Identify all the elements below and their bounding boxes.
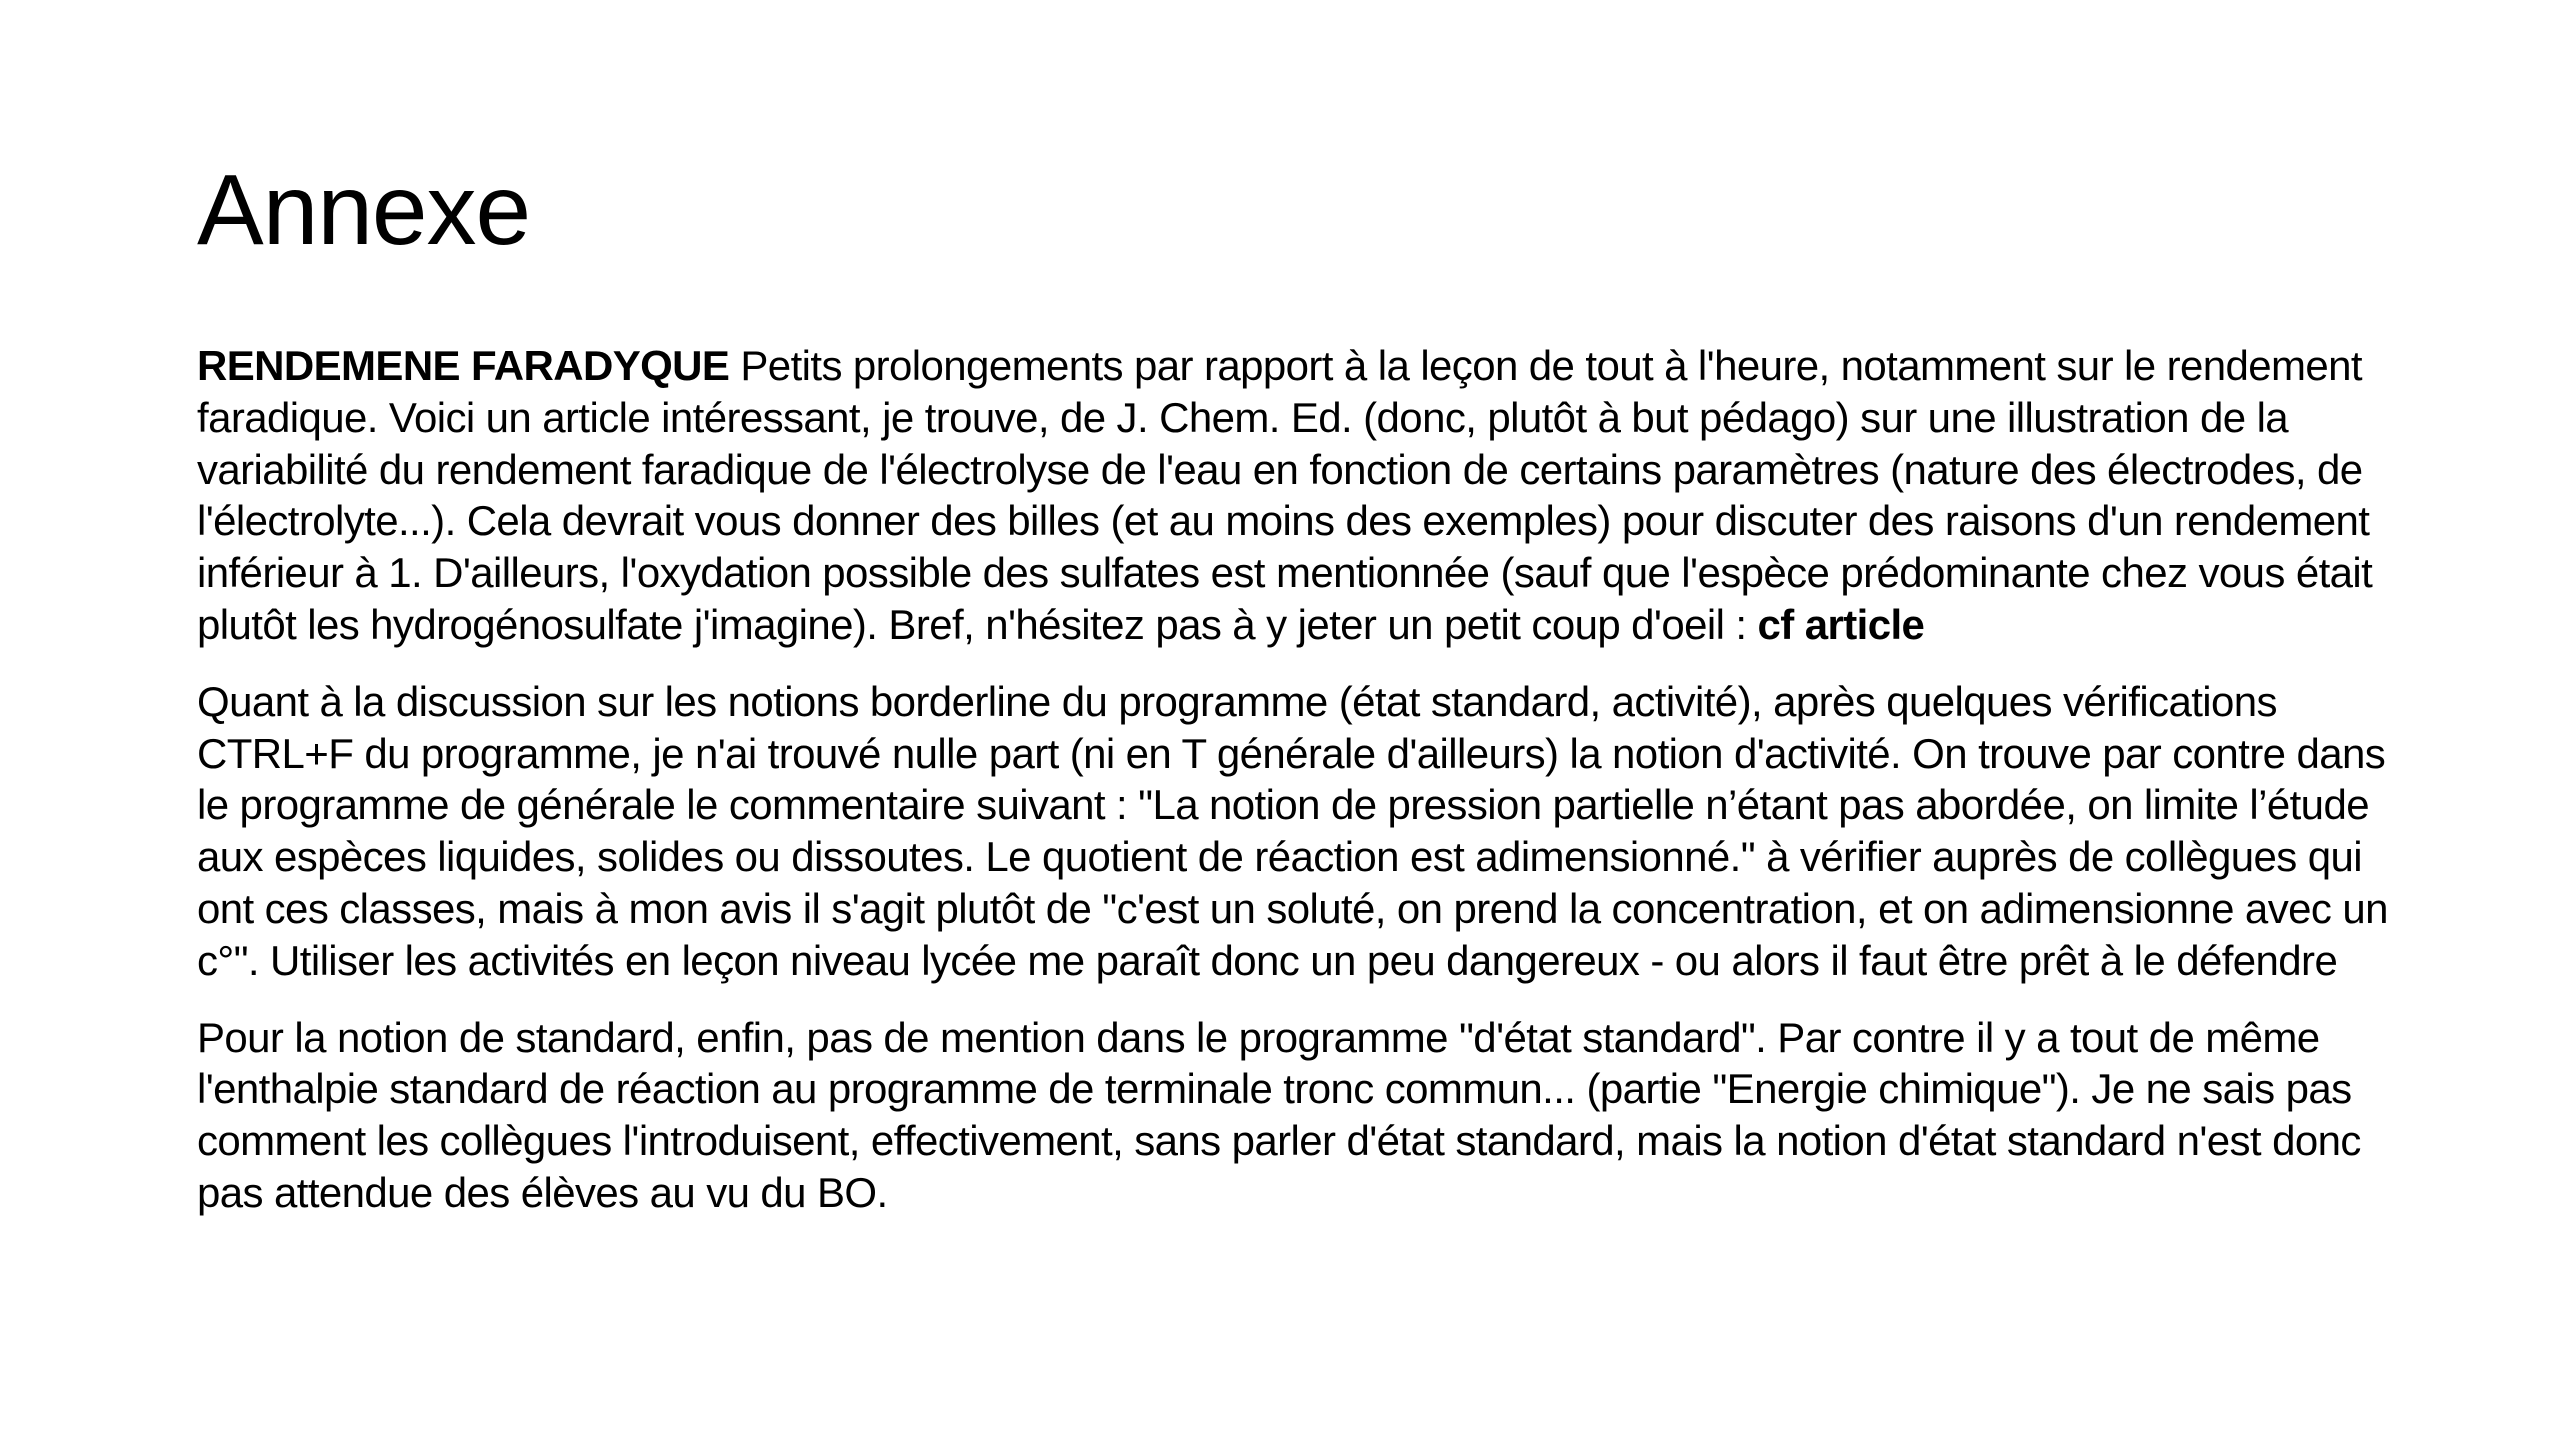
paragraph-standard-state: Pour la notion de standard, enfin, pas de mention dans le programme "d'état standard". Par contre il y a tout de même l'enthalpie standard de réaction au programme de terminale tronc commun... (partie "Energie chimique"). Je ne sais pas comment les collègues l'introduisent, effectivement, sans parler d'état standard, mais la notion d'état standard n'est donc pas attendue des élèves au vu du BO. (197, 1013, 2361, 1216)
slide-title: Annexe (197, 154, 531, 266)
paragraph-faradic-yield (197, 340, 2407, 651)
article-link[interactable]: cf article (1757, 600, 1925, 648)
paragraph-text: Petits prolongements par rapport à la leçon de tout à l'heure, notamment sur le rendement faradique. Voici un article intéressant, je trouve, de J. Chem. Ed. (donc, plutôt à but pédago) sur une illustration de la variabilité du rendement faradique de l'électrolyse de l'eau en fonction de certains paramètres (nature des électrodes, de l'électrolyte...). Cela devrait vous donner des billes (et au moins des exemples) pour discuter des raisons d'un rendement inférieur à 1. D'ailleurs, l'oxydation possible des sulfates est mentionnée (sauf que l'espèce prédominante chez vous était plutôt les hydrogénosulfate j'imagine). Bref, n'hésitez pas à y jeter un petit coup d'oeil : (197, 342, 2373, 648)
paragraph-activity-notion: Quant à la discussion sur les notions borderline du programme (état standard, activité), après quelques vérifications CTRL+F du programme, je n'ai trouvé nulle part (ni en T générale d'ailleurs) la notion d'activité. On trouve par contre dans le programme de générale le commentaire suivant : "La notion de pression partielle n’étant pas abordée, on limite l’étude aux espèces liquides, solides ou dissoutes. Le quotient de réaction est adimensionné." à vérifier auprès de collègues qui ont ces classes, mais à mon avis il s'agit plutôt de "c'est un soluté, on prend la concentration, et on adimensionne avec un c°". Utiliser les activités en leçon niveau lycée me paraît donc un peu dangereux - ou alors il faut être prêt à le défendre (197, 677, 2388, 984)
paragraph-heading: RENDEMENE FARADYQUE (197, 342, 730, 389)
slide-body (197, 340, 2407, 1244)
